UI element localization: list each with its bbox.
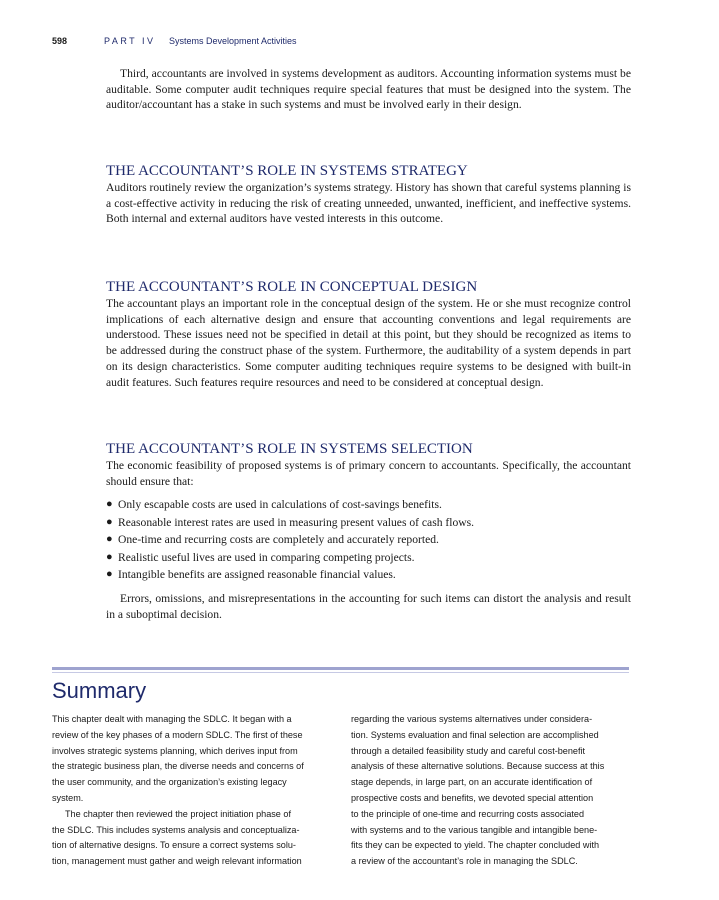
selection-section — [106, 440, 631, 622]
page-number: 598 — [52, 36, 68, 46]
bullet-item: ● Realistic useful lives are used in comparing competing projects. — [106, 549, 631, 567]
summary-line: analysis of these alternative solutions. Because success at this — [351, 761, 605, 772]
summary-line: with systems and to the various tangible and intangible bene- — [351, 824, 598, 835]
summary-line: tion, management must gather and weigh relevant information — [52, 856, 302, 867]
selection-closing-paragraph: Errors, omissions, and misrepresentations in the accounting for such items can distort the analysis and result in a suboptimal decision. — [106, 591, 631, 621]
bullet-item: ● Reasonable interest rates are used in measuring present values of cash flows. — [106, 514, 631, 532]
summary-line: stage depends, in large part, on an accurate identification of — [351, 777, 593, 788]
selection-heading: THE ACCOUNTANT’S ROLE IN SYSTEMS SELECTION — [106, 441, 473, 457]
running-header — [52, 36, 679, 50]
summary-line: This chapter dealt with managing the SDLC. It began with a — [52, 714, 292, 724]
bullet-icon: ● — [106, 515, 113, 528]
strategy-heading: THE ACCOUNTANT’S ROLE IN SYSTEMS STRATEGY — [106, 163, 468, 179]
summary-line: the user community, and the organization’s existing legacy — [52, 777, 287, 788]
conceptual-heading: THE ACCOUNTANT’S ROLE IN CONCEPTUAL DESIGN — [106, 279, 478, 295]
strategy-paragraph: Auditors routinely review the organization’s systems strategy. History has shown that careful systems planning is a cost-effective activity in reducing the risk of creating unneeded, unwanted, inefficient, and ineffective systems. Both internal and external auditors have vested interests in this outcome. — [106, 181, 631, 226]
summary-right-column — [351, 712, 630, 870]
conceptual-paragraph: The accountant plays an important role in the conceptual design of the system. He or she must recognize control implications of each alternative design and ensure that accounting conventions and legal requirements are understood. These issues need not be specified in detail at this point, but they should be recognized as items to be addressed during the construct phase of the system. Furthermore, the auditability of a system depends in part on its design characteristics. Some computer auditing techniques require systems to be designed with built-in audit features. Such features require resources and need to be considered at conceptual design. — [106, 297, 631, 389]
summary-line: regarding the various systems alternatives under considera- — [351, 714, 593, 724]
summary-title: Summary — [52, 678, 147, 703]
summary-left-column — [52, 712, 331, 870]
summary-line: system. — [52, 792, 84, 803]
strategy-section — [106, 162, 631, 227]
summary-line: involves strategic systems planning, which derives input from — [52, 745, 298, 756]
part-label: PART IV — [104, 36, 156, 46]
bullet-item: ● One-time and recurring costs are completely and accurately reported. — [106, 531, 631, 549]
summary-line: tion of alternative designs. To ensure a correct systems solu- — [52, 840, 296, 851]
selection-bullet-list — [106, 496, 631, 584]
summary-line: through a detailed feasibility study and careful cost-benefit — [351, 745, 586, 756]
summary-line: The chapter then reviewed the project initiation phase of — [65, 808, 291, 819]
summary-line: review of the key phases of a modern SDLC. The first of these — [52, 729, 303, 740]
bullet-icon: ● — [106, 533, 113, 546]
summary-line: to the principle of one-time and recurring costs associated — [351, 808, 585, 819]
summary-line: a review of the accountant’s role in managing the SDLC. — [351, 856, 578, 867]
intro-paragraph: Third, accountants are involved in systems development as auditors. Accounting information systems must be auditable. Some computer audit techniques require special features that must be designed into the system. The auditor/accountant has a stake in such systems and must be involved early in their design. — [106, 67, 631, 112]
bullet-icon: ● — [106, 498, 113, 511]
bullet-icon: ● — [106, 550, 113, 563]
bullet-item: ● Intangible benefits are assigned reasonable financial values. — [106, 566, 631, 584]
summary-line: tion. Systems evaluation and final selection are accomplished — [351, 729, 599, 740]
section-title: Systems Development Activities — [169, 36, 297, 46]
summary-line: the strategic business plan, the diverse needs and concerns of — [52, 761, 304, 772]
conceptual-section — [106, 278, 631, 390]
summary-divider — [52, 667, 629, 670]
summary-line: fits they can be expected to yield. The chapter concluded with — [351, 840, 600, 851]
bullet-item: ● Only escapable costs are used in calculations of cost-savings benefits. — [106, 496, 631, 514]
summary-divider-thin — [52, 672, 629, 673]
selection-paragraph: The economic feasibility of proposed systems is of primary concern to accountants. Specifically, the accountant should ensure that: — [106, 459, 631, 488]
bullet-icon: ● — [106, 568, 113, 581]
intro-block — [106, 66, 631, 113]
summary-line: prospective costs and benefits, we devoted special attention — [351, 792, 594, 803]
summary-line: the SDLC. This includes systems analysis and conceptualiza- — [52, 824, 300, 835]
